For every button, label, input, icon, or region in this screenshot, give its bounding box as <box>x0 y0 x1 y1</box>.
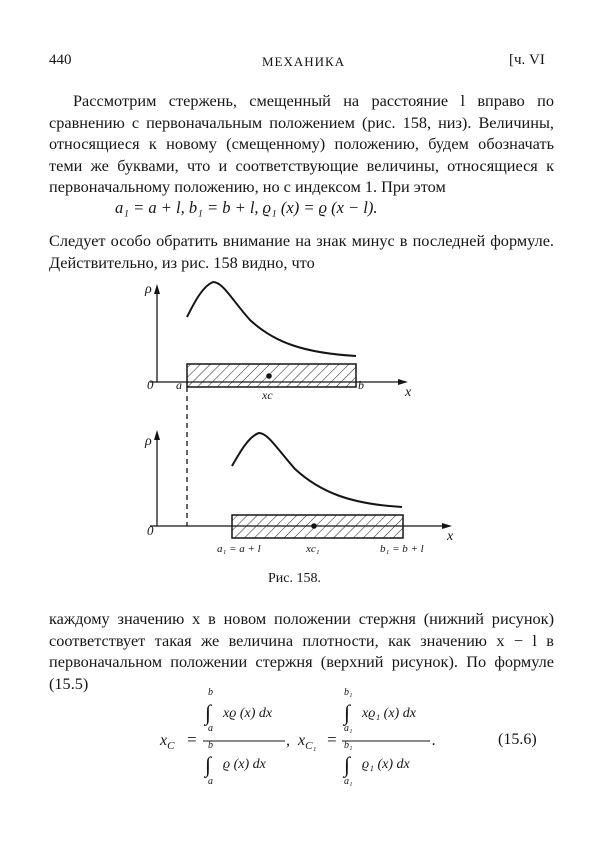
formula2-upper1: b <box>208 687 213 698</box>
bottom-origin-label: 0 <box>147 523 154 538</box>
formula2-lower2b: a₁ <box>344 776 353 787</box>
formula2-upper1b: b <box>208 740 213 751</box>
formula2-lhs2: $x_{C_1}$ <box>298 732 317 752</box>
formula2-den1: ϱ (x) dx <box>223 757 266 772</box>
top-origin-label: 0 <box>147 377 154 392</box>
formula2-comma: , <box>286 732 290 749</box>
formula2-lower1: a <box>208 723 213 734</box>
paragraph-3: каждому значению x в новом положении стержня (нижний рисунок) соответствует такая же величина плотности, как значению x − l в первоначальном положении стержня (верхний рисунок). По формуле (15.5) <box>49 609 554 693</box>
formula2-num1: xϱ (x) dx <box>223 706 273 721</box>
bottom-label-xc1: xc₁ <box>306 543 320 555</box>
figure-caption: Рис. 158. <box>268 571 321 586</box>
formula2-num2: xϱ₁ (x) dx <box>362 706 416 721</box>
top-x-label: x <box>405 385 412 400</box>
formula2-period: . <box>432 732 436 749</box>
bottom-label-b1: b₁ = b + l <box>380 543 424 555</box>
chapter-label: [ч. VI <box>509 52 545 68</box>
formula2-eq2: = <box>326 730 338 749</box>
formula2-lhs1: $x_C$ <box>160 732 175 752</box>
equation-number: (15.6) <box>498 731 537 748</box>
top-label-b: b <box>358 378 364 392</box>
top-label-a: a <box>176 378 182 392</box>
integral-sign-2b: ∫ <box>344 752 351 777</box>
top-label-xc: xc <box>262 388 273 402</box>
formula2-lower1b: a <box>208 776 213 787</box>
formula2-lower2: a₁ <box>344 723 353 734</box>
bottom-x-label: x <box>447 529 454 544</box>
integral-sign-1b: ∫ <box>205 752 212 777</box>
running-title: МЕХАНИКА <box>262 54 346 69</box>
integral-sign-1: ∫ <box>205 700 212 725</box>
formula2-upper2b: b₁ <box>344 740 353 751</box>
paragraph-1: Рассмотрим стержень, смещенный на расстояние l вправо по сравнению с первоначальным положением (рис. 158, низ). Величины, относящиеся к новому (смещенному) положению, будем обозначать теми же буквами, что и соответствующие величины, относящиеся к первоначальному положению, но с индексом 1. При этом <box>49 91 554 197</box>
formula2-upper2: b₁ <box>344 687 353 698</box>
bottom-label-a1: a₁ = a + l <box>217 543 261 555</box>
top-y-label: ρ <box>145 282 152 297</box>
integral-sign-2: ∫ <box>344 700 351 725</box>
paragraph-2: Следует особо обратить внимание на знак минус в последней формуле. Действительно, из рис. 158 видно, что <box>49 231 554 272</box>
page-number: 440 <box>49 52 72 68</box>
formula-shift: a₁ = a + l, b₁ = b + l, ϱ₁ (x) = ϱ (x − l). <box>115 198 378 217</box>
formula2-eq1: = <box>186 730 198 749</box>
formula2-den2: ϱ₁ (x) dx <box>362 757 410 772</box>
bottom-y-label: ρ <box>145 434 152 449</box>
